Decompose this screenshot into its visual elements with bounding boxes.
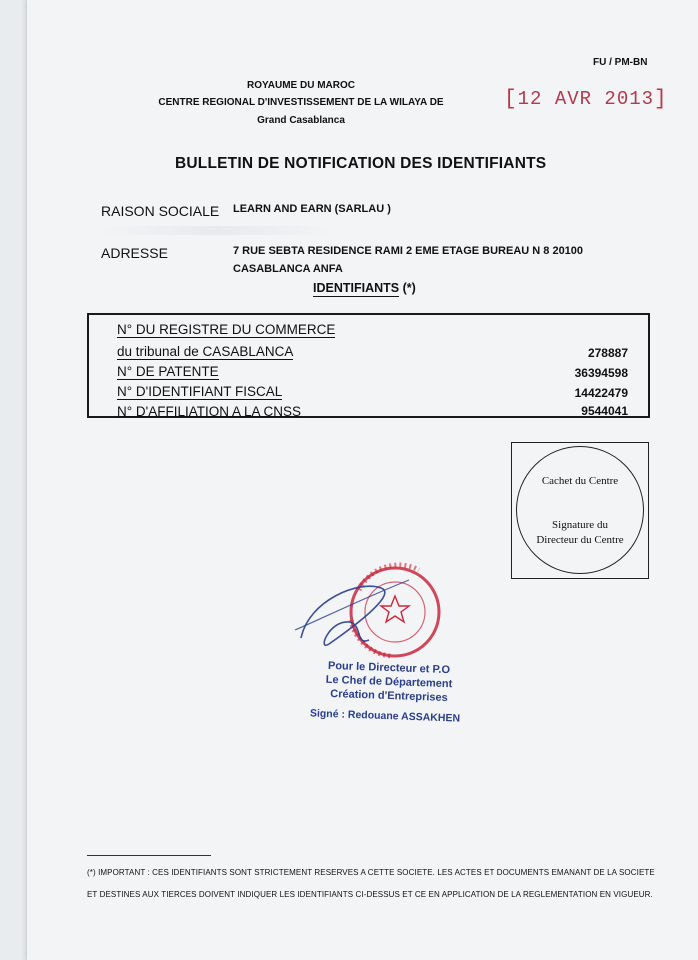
row-value-fiscal: 14422479 [574,386,628,400]
adresse-line-2: CASABLANCA ANFA [233,263,343,275]
stamp-bracket-left: [ [504,88,518,111]
stamp-line-3: Création d'Entreprises [330,687,448,705]
stamp-signed: Signé : Redouane ASSAKHEN [309,707,461,725]
footnote-rule [87,855,211,856]
row-label-registre: N° DU REGISTRE DU COMMERCE [117,322,336,337]
raison-sociale-value: LEARN AND EARN (SARLAU ) [233,203,391,215]
cachet-line-1: Cachet du Centre [541,475,619,487]
identifiants-title-note: (*) [399,281,416,295]
row-label-cnss: N° D'AFFILIATION A LA CNSS [117,404,302,417]
row-value-registre: 278887 [587,346,628,360]
row-label-patente: N° DE PATENTE [117,364,219,379]
stamp-line-1: Pour le Directeur et P.O [327,659,451,677]
stamp-line-2: Le Chef de Département [325,673,453,691]
document-title: BULLETIN DE NOTIFICATION DES IDENTIFIANTS [175,155,547,172]
raison-sociale-label: RAISON SOCIALE [101,203,220,219]
header-line-1: ROYAUME DU MAROC [247,80,355,91]
identifiants-title [313,281,416,295]
adresse-line-1: 7 RUE SEBTA RESIDENCE RAMI 2 EME ETAGE BUREAU N 8 20100 [233,245,584,257]
cachet-box [511,442,649,579]
date-stamp [504,88,668,111]
date-stamp-text: 12 AVR 2013 [517,88,655,110]
reference-code: FU / PM-BN [593,57,648,68]
cachet-line-3: Directeur du Centre [536,534,624,546]
document-page [26,0,698,960]
footnote: (*) IMPORTANT : CES IDENTIFIANTS SONT STRICTEMENT RESERVES A CETTE SOCIETE. LES ACTES ET DOCUMENTS EMANANT DE LA SOCIETE ET DESTINES AUX TIERCES DOIVENT INDIQUER LES IDENTIFIANTS CI-DESSUS ET CE EN APPLICATION DE LA REGLEMENTATION EN VIGUEUR. [87,868,655,899]
row-value-cnss: 9544041 [581,404,628,416]
stamp-bracket-right: ] [654,88,668,111]
row-value-patente: 36394598 [574,366,628,380]
header-line-2: CENTRE REGIONAL D'INVESTISSEMENT DE LA WILAYA DE [158,97,444,108]
cachet-circle [516,446,644,574]
identifiants-box [87,313,650,418]
row-label-fiscal: N° D'IDENTIFIANT FISCAL [117,384,283,399]
identifiants-title-text: IDENTIFIANTS [313,281,400,295]
header-line-3: Grand Casablanca [257,115,345,126]
red-seal-icon [289,560,449,670]
adresse-label: ADRESSE [101,245,168,261]
redaction-smudge [97,226,337,235]
row-label-tribunal: du tribunal de CASABLANCA [117,344,294,359]
cachet-line-2: Signature du [552,519,608,531]
